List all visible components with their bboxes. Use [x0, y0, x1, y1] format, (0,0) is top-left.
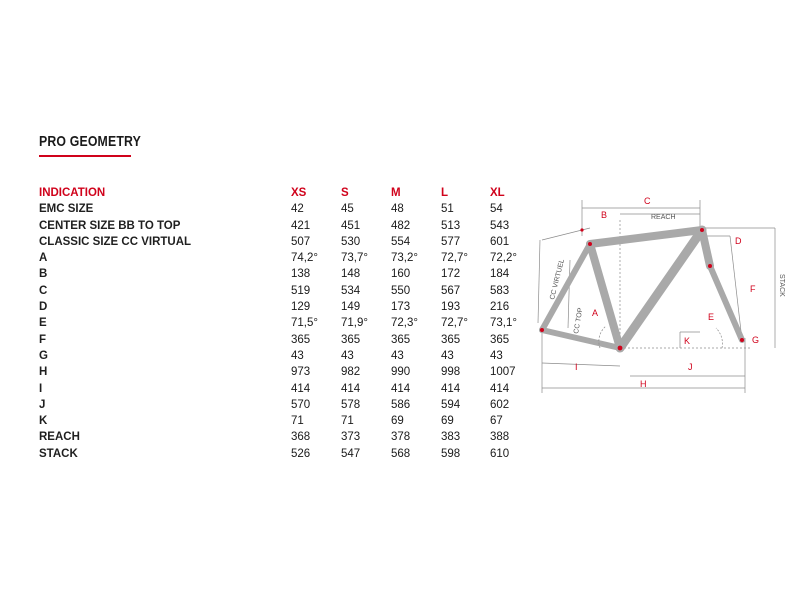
table-cell: 148	[341, 268, 361, 281]
table-row	[39, 218, 530, 234]
table-cell: 43	[291, 349, 304, 362]
row-label: K	[39, 415, 48, 428]
table-row	[39, 446, 530, 462]
label-e: E	[708, 312, 715, 322]
table-cell: 513	[441, 219, 461, 232]
header-size-xl: XL	[490, 187, 505, 199]
row-label: REACH	[39, 431, 80, 444]
table-cell: 598	[441, 447, 461, 460]
table-cell: 534	[341, 284, 361, 297]
table-cell: 388	[490, 431, 510, 444]
title-underline	[39, 155, 131, 157]
table-cell: 160	[391, 268, 411, 281]
row-label: CLASSIC SIZE CC VIRTUAL	[39, 235, 192, 248]
table-body	[39, 201, 530, 462]
table-cell: 383	[441, 431, 461, 444]
table-cell: 554	[391, 235, 411, 248]
table-cell: 530	[341, 235, 361, 248]
table-cell: 570	[291, 398, 311, 411]
row-label: G	[39, 349, 48, 362]
header-size-l: L	[441, 187, 449, 199]
table-cell: 577	[441, 235, 461, 248]
table-cell: 172	[441, 268, 461, 281]
table-cell: 72,7°	[441, 317, 468, 330]
table-row	[39, 429, 530, 445]
header-size-s: S	[341, 187, 349, 199]
table-cell: 519	[291, 284, 311, 297]
row-label: CENTER SIZE BB TO TOP	[39, 219, 181, 232]
table-row	[39, 413, 530, 429]
label-b: B	[601, 210, 608, 220]
label-h: H	[640, 379, 647, 389]
table-cell: 72,7°	[441, 252, 468, 265]
table-cell: 414	[291, 382, 311, 395]
row-label: J	[39, 398, 46, 411]
table-cell: 54	[490, 203, 503, 216]
table-cell: 71,9°	[341, 317, 368, 330]
table-cell: 74,2°	[291, 252, 318, 265]
table-row	[39, 201, 530, 217]
header-size-xs: XS	[291, 187, 307, 199]
table-cell: 71	[291, 415, 304, 428]
table-cell: 43	[490, 349, 503, 362]
page-title: PRO GEOMETRY	[39, 133, 141, 150]
table-cell: 1007	[490, 366, 516, 379]
table-cell: 421	[291, 219, 311, 232]
table-cell: 51	[441, 203, 454, 216]
table-cell: 526	[291, 447, 311, 460]
header-size-m: M	[391, 187, 401, 199]
table-cell: 193	[441, 301, 461, 314]
label-cc-virtual: CC VIRTUEL	[549, 258, 566, 301]
table-cell: 998	[441, 366, 461, 379]
row-label: STACK	[39, 447, 78, 460]
table-row	[39, 348, 530, 364]
table-row	[39, 364, 530, 380]
table-row	[39, 381, 530, 397]
table-cell: 149	[341, 301, 361, 314]
row-label: H	[39, 366, 48, 379]
label-k: K	[684, 336, 691, 346]
table-cell: 973	[291, 366, 311, 379]
label-cc-top: CC TOP	[573, 307, 585, 335]
bike-frame	[542, 230, 742, 348]
row-label: D	[39, 301, 48, 314]
table-cell: 982	[341, 366, 361, 379]
table-row	[39, 315, 530, 331]
geometry-table	[39, 185, 530, 462]
table-cell: 594	[441, 398, 461, 411]
table-cell: 990	[391, 366, 411, 379]
table-cell: 184	[490, 268, 510, 281]
label-a: A	[592, 308, 599, 318]
table-row	[39, 299, 530, 315]
table-cell: 69	[441, 415, 454, 428]
table-cell: 507	[291, 235, 311, 248]
table-cell: 583	[490, 284, 510, 297]
table-cell: 365	[391, 333, 411, 346]
table-cell: 365	[291, 333, 311, 346]
table-cell: 48	[391, 203, 404, 216]
table-cell: 550	[391, 284, 411, 297]
table-cell: 67	[490, 415, 503, 428]
table-cell: 373	[341, 431, 361, 444]
table-cell: 71	[341, 415, 354, 428]
label-f: F	[750, 284, 756, 294]
table-cell: 610	[490, 447, 510, 460]
row-label: A	[39, 252, 48, 265]
table-cell: 378	[391, 431, 411, 444]
table-cell: 216	[490, 301, 510, 314]
row-label: E	[39, 317, 47, 330]
table-cell: 43	[391, 349, 404, 362]
table-row	[39, 283, 530, 299]
label-reach: REACH	[651, 214, 676, 221]
header-indication: INDICATION	[39, 187, 106, 199]
table-cell: 71,5°	[291, 317, 318, 330]
table-cell: 586	[391, 398, 411, 411]
label-d: D	[735, 236, 742, 246]
row-label: F	[39, 333, 47, 346]
table-header-row	[39, 185, 530, 201]
table-cell: 73,1°	[490, 317, 517, 330]
table-cell: 482	[391, 219, 411, 232]
table-cell: 451	[341, 219, 361, 232]
table-cell: 368	[291, 431, 311, 444]
row-label: B	[39, 268, 48, 281]
table-cell: 45	[341, 203, 354, 216]
label-stack: STACK	[778, 274, 785, 297]
table-cell: 129	[291, 301, 311, 314]
table-cell: 365	[441, 333, 461, 346]
table-cell: 602	[490, 398, 510, 411]
table-cell: 547	[341, 447, 361, 460]
frame-geometry-diagram	[530, 188, 790, 408]
table-row	[39, 397, 530, 413]
table-cell: 365	[490, 333, 510, 346]
table-cell: 69	[391, 415, 404, 428]
table-cell: 365	[341, 333, 361, 346]
row-label: I	[39, 382, 43, 395]
table-cell: 601	[490, 235, 510, 248]
joint-markers	[540, 228, 744, 350]
row-label: EMC SIZE	[39, 203, 94, 216]
table-cell: 414	[441, 382, 461, 395]
table-cell: 567	[441, 284, 461, 297]
table-cell: 72,2°	[490, 252, 517, 265]
table-row	[39, 332, 530, 348]
label-j: J	[688, 362, 693, 372]
table-cell: 414	[490, 382, 510, 395]
table-cell: 578	[341, 398, 361, 411]
label-i: I	[575, 362, 578, 372]
table-cell: 414	[341, 382, 361, 395]
label-g: G	[752, 335, 760, 345]
table-cell: 543	[490, 219, 510, 232]
label-c: C	[644, 196, 651, 206]
table-cell: 43	[441, 349, 454, 362]
table-cell: 173	[391, 301, 411, 314]
table-row	[39, 266, 530, 282]
table-cell: 414	[391, 382, 411, 395]
row-label: C	[39, 284, 48, 297]
table-cell: 568	[391, 447, 411, 460]
table-cell: 138	[291, 268, 311, 281]
table-cell: 42	[291, 203, 304, 216]
table-cell: 73,2°	[391, 252, 418, 265]
table-cell: 72,3°	[391, 317, 418, 330]
table-cell: 73,7°	[341, 252, 368, 265]
table-cell: 43	[341, 349, 354, 362]
table-row	[39, 250, 530, 266]
table-row	[39, 234, 530, 250]
